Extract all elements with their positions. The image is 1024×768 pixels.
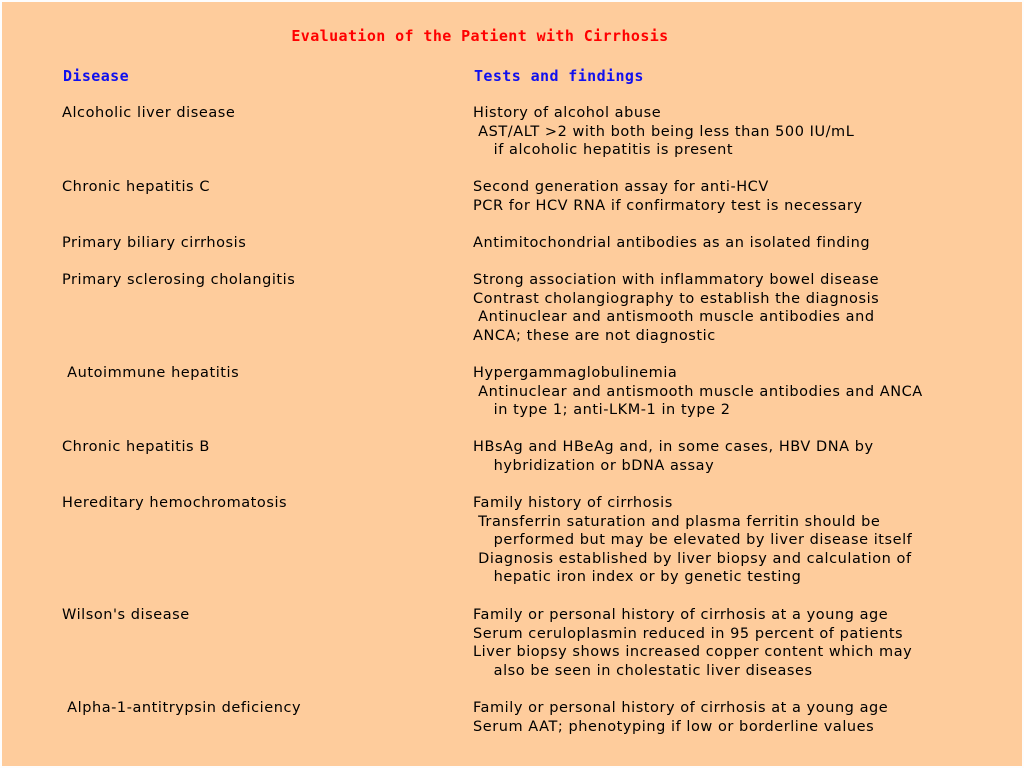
slide-title: Evaluation of the Patient with Cirrhosis [291,27,669,45]
finding-line: in type 1; anti-LKM-1 in type 2 [473,402,731,419]
disease-name: Alcoholic liver disease [62,105,236,121]
finding-line: HBsAg and HBeAg and, in some cases, HBV DNA by [473,439,874,455]
finding-line: Serum AAT; phenotyping if low or borderline values [473,718,875,735]
disease-name: Hereditary hemochromatosis [62,495,288,511]
finding-line: performed but may be elevated by liver disease itself [473,532,913,549]
finding-line: also be seen in cholestatic liver diseases [473,662,813,679]
disease-column-header: Disease [63,67,130,85]
finding-line: Family history of cirrhosis [473,495,673,511]
findings-cell [473,699,888,736]
disease-name: Wilson's disease [62,607,190,623]
finding-line: Second generation assay for anti-HCV [473,179,769,195]
findings-cell [473,234,870,253]
finding-line: Liver biopsy shows increased copper content which may [473,644,913,661]
findings-cell [473,364,923,420]
finding-line: Antinuclear and antismooth muscle antibodies and ANCA [473,383,923,400]
findings-cell [473,178,863,215]
finding-line: Antinuclear and antismooth muscle antibodies and [473,309,875,326]
finding-line: hybridization or bDNA assay [473,457,715,474]
disease-name: Chronic hepatitis B [62,439,210,455]
findings-cell [473,271,879,345]
finding-line: Strong association with inflammatory bowel disease [473,272,880,288]
finding-line: PCR for HCV RNA if confirmatory test is necessary [473,197,863,214]
findings-column-header: Tests and findings [474,67,644,85]
finding-line: Antimitochondrial antibodies as an isolated finding [473,235,871,251]
finding-line: ANCA; these are not diagnostic [473,327,716,344]
findings-cell [473,104,854,160]
finding-line: Transferrin saturation and plasma ferritin should be [473,513,881,530]
disease-name: Chronic hepatitis C [62,179,210,195]
findings-cell [473,494,912,587]
finding-line: History of alcohol abuse [473,105,662,121]
disease-name: Primary sclerosing cholangitis [62,272,296,288]
slide [2,2,1022,766]
finding-line: if alcoholic hepatitis is present [473,142,734,159]
disease-name: Primary biliary cirrhosis [62,235,247,251]
finding-line: Diagnosis established by liver biopsy and calculation of [473,550,912,567]
disease-name: Alpha-1-antitrypsin deficiency [62,700,302,716]
finding-line: Family or personal history of cirrhosis at a young age [473,607,889,623]
finding-line: Hypergammaglobulinemia [473,365,678,381]
findings-cell [473,606,912,680]
finding-line: Serum ceruloplasmin reduced in 95 percent of patients [473,625,904,642]
finding-line: hepatic iron index or by genetic testing [473,569,802,586]
finding-line: Contrast cholangiography to establish the diagnosis [473,290,880,307]
findings-cell [473,438,874,475]
finding-line: Family or personal history of cirrhosis at a young age [473,700,889,716]
disease-name: Autoimmune hepatitis [62,365,240,381]
finding-line: AST/ALT >2 with both being less than 500 IU/mL [473,123,855,140]
